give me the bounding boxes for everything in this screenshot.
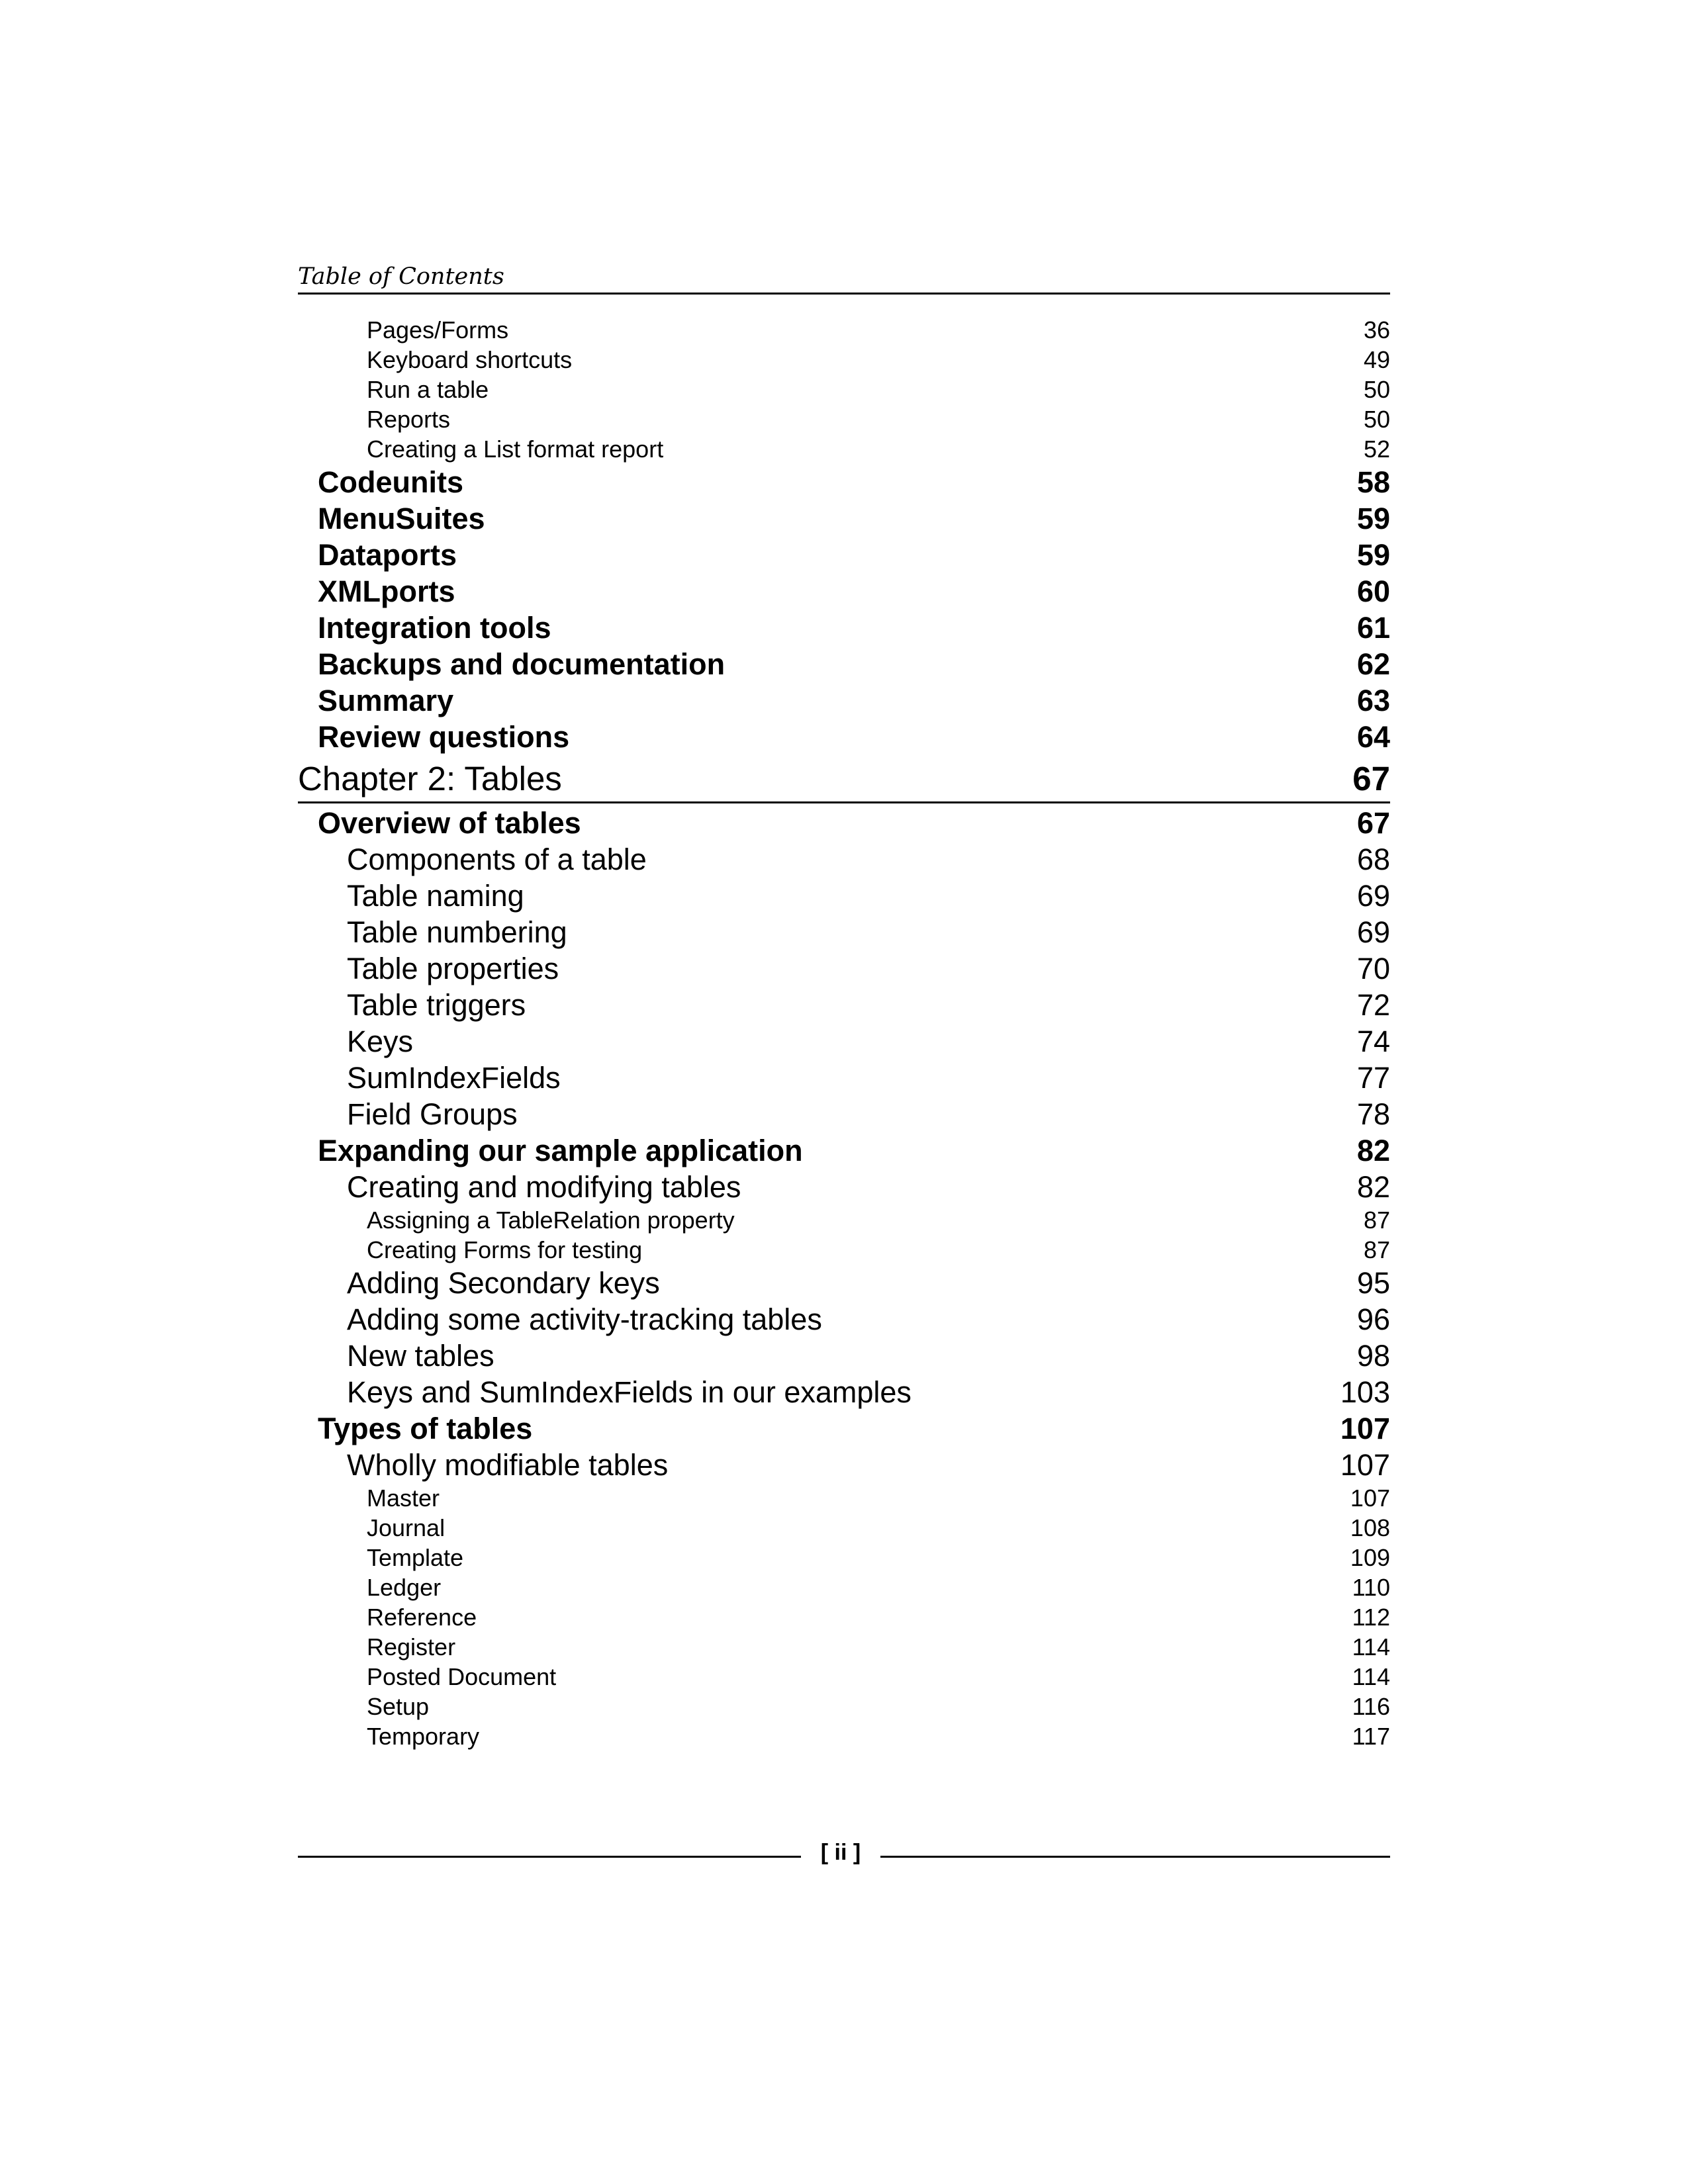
toc-entry-page: 107 [1350, 1484, 1390, 1512]
toc-entry[interactable] [298, 952, 1390, 988]
running-header [298, 263, 1390, 295]
toc-entry-title: Table properties [347, 952, 559, 985]
toc-entry[interactable] [298, 1448, 1390, 1484]
toc-entry[interactable] [298, 611, 1390, 647]
toc-entry-title: Run a table [367, 376, 489, 403]
toc-entry[interactable] [298, 346, 1390, 376]
toc-entry-page: 96 [1356, 1302, 1390, 1336]
toc-entry[interactable] [298, 720, 1390, 756]
toc-entry-page: 107 [1340, 1412, 1390, 1445]
toc-entry[interactable] [298, 1134, 1390, 1170]
toc-entry-title: Keys and SumIndexFields in our examples [347, 1375, 912, 1409]
toc-entry-title: New tables [347, 1339, 494, 1373]
toc-entry-title: Chapter 2: Tables [298, 760, 562, 797]
toc-entry-title: Overview of tables [318, 806, 581, 840]
table-of-contents [298, 316, 1390, 1752]
toc-entry[interactable] [298, 1097, 1390, 1134]
toc-entry[interactable] [298, 1061, 1390, 1097]
toc-entry-title: Pages/Forms [367, 316, 509, 343]
footer-rule-right [880, 1856, 1390, 1858]
chapter-entry[interactable] [298, 756, 1390, 803]
header-title: Table of Contents [298, 263, 504, 290]
toc-entry-title: Template [367, 1544, 464, 1571]
toc-entry-title: Keyboard shortcuts [367, 346, 573, 373]
toc-entry-page: 114 [1352, 1663, 1390, 1690]
toc-entry-title: Setup [367, 1693, 430, 1720]
toc-entry[interactable] [298, 1663, 1390, 1693]
toc-entry[interactable] [298, 574, 1390, 611]
toc-entry-title: Master [367, 1484, 440, 1512]
toc-entry-title: Field Groups [347, 1097, 518, 1131]
toc-entry-title: Creating Forms for testing [367, 1236, 643, 1263]
toc-entry[interactable] [298, 1170, 1390, 1206]
toc-entry[interactable] [298, 1484, 1390, 1514]
toc-entry[interactable] [298, 806, 1390, 842]
toc-entry[interactable] [298, 1723, 1390, 1752]
toc-entry-page: 87 [1363, 1236, 1390, 1263]
toc-entry-page: 74 [1356, 1024, 1390, 1058]
toc-entry-page: 77 [1356, 1061, 1390, 1095]
toc-entry-title: SumIndexFields [347, 1061, 561, 1095]
toc-entry-page: 59 [1356, 502, 1390, 535]
toc-entry-title: Codeunits [318, 465, 463, 499]
toc-entry-title: Wholly modifiable tables [347, 1448, 669, 1482]
toc-entry[interactable] [298, 316, 1390, 346]
toc-entry-page: 50 [1363, 406, 1390, 433]
toc-entry-title: Posted Document [367, 1663, 557, 1690]
toc-entry-title: Summary [318, 684, 454, 717]
toc-entry-page: 52 [1363, 435, 1390, 463]
toc-entry-page: 109 [1350, 1544, 1390, 1571]
toc-entry[interactable] [298, 1604, 1390, 1633]
toc-entry-title: Adding Secondary keys [347, 1266, 660, 1300]
toc-entry[interactable] [298, 1236, 1390, 1266]
toc-entry[interactable] [298, 502, 1390, 538]
toc-entry[interactable] [298, 1574, 1390, 1604]
toc-entry[interactable] [298, 647, 1390, 684]
toc-entry-page: 67 [1352, 760, 1390, 797]
page-number: [ ii ] [820, 1840, 861, 1865]
toc-entry-page: 64 [1356, 720, 1390, 754]
toc-entry[interactable] [298, 1693, 1390, 1723]
toc-entry-title: Ledger [367, 1574, 442, 1601]
toc-entry-page: 63 [1356, 684, 1390, 717]
toc-entry[interactable] [298, 842, 1390, 879]
toc-entry[interactable] [298, 1514, 1390, 1544]
toc-entry-page: 110 [1352, 1574, 1390, 1601]
toc-entry-page: 62 [1356, 647, 1390, 681]
toc-entry-page: 112 [1352, 1604, 1390, 1631]
toc-entry-title: Expanding our sample application [318, 1134, 803, 1167]
toc-entry-page: 117 [1352, 1723, 1390, 1750]
toc-entry-page: 108 [1350, 1514, 1390, 1541]
toc-entry[interactable] [298, 684, 1390, 720]
page-footer [298, 1840, 1390, 1873]
toc-entry-title: Creating and modifying tables [347, 1170, 741, 1204]
toc-entry[interactable] [298, 1375, 1390, 1412]
toc-entry-title: Types of tables [318, 1412, 533, 1445]
toc-entry-page: 61 [1356, 611, 1390, 645]
toc-entry-page: 70 [1356, 952, 1390, 985]
toc-entry-title: Components of a table [347, 842, 647, 876]
toc-entry-page: 78 [1356, 1097, 1390, 1131]
toc-entry-page: 82 [1356, 1170, 1390, 1204]
toc-entry-page: 49 [1363, 346, 1390, 373]
toc-entry-page: 114 [1352, 1633, 1390, 1661]
toc-entry[interactable] [298, 406, 1390, 435]
footer-rule-left [298, 1856, 801, 1858]
toc-entry[interactable] [298, 1412, 1390, 1448]
toc-entry-page: 69 [1356, 879, 1390, 913]
toc-entry[interactable] [298, 1339, 1390, 1375]
toc-entry-title: Review questions [318, 720, 570, 754]
toc-entry[interactable] [298, 1266, 1390, 1302]
toc-entry-page: 69 [1356, 915, 1390, 949]
toc-entry-title: Reference [367, 1604, 477, 1631]
toc-entry-page: 50 [1363, 376, 1390, 403]
toc-entry-page: 60 [1356, 574, 1390, 608]
toc-entry-page: 82 [1356, 1134, 1390, 1167]
toc-entry-title: Reports [367, 406, 451, 433]
toc-entry-title: Creating a List format report [367, 435, 664, 463]
toc-entry-title: XMLports [318, 574, 455, 608]
toc-entry[interactable] [298, 1544, 1390, 1574]
toc-entry-page: 98 [1356, 1339, 1390, 1373]
toc-entry-page: 67 [1356, 806, 1390, 840]
toc-entry-page: 87 [1363, 1206, 1390, 1234]
toc-entry[interactable] [298, 1024, 1390, 1061]
toc-entry[interactable] [298, 435, 1390, 465]
toc-entry-page: 36 [1363, 316, 1390, 343]
toc-entry[interactable] [298, 1633, 1390, 1663]
toc-entry-title: Keys [347, 1024, 414, 1058]
toc-entry[interactable] [298, 1206, 1390, 1236]
toc-entry-title: Assigning a TableRelation property [367, 1206, 735, 1234]
toc-entry-page: 107 [1340, 1448, 1390, 1482]
toc-entry-title: Journal [367, 1514, 445, 1541]
toc-entry[interactable] [298, 376, 1390, 406]
toc-entry-page: 95 [1356, 1266, 1390, 1300]
toc-entry-title: Backups and documentation [318, 647, 726, 681]
toc-entry[interactable] [298, 879, 1390, 915]
toc-entry-title: Register [367, 1633, 456, 1661]
toc-entry-page: 59 [1356, 538, 1390, 572]
toc-entry-title: Table triggers [347, 988, 526, 1022]
toc-entry-title: Integration tools [318, 611, 551, 645]
toc-entry[interactable] [298, 1302, 1390, 1339]
toc-entry[interactable] [298, 988, 1390, 1024]
toc-entry-page: 68 [1356, 842, 1390, 876]
toc-entry-title: Dataports [318, 538, 457, 572]
toc-entry-title: Table numbering [347, 915, 567, 949]
toc-entry-page: 58 [1356, 465, 1390, 499]
toc-entry-title: Adding some activity-tracking tables [347, 1302, 822, 1336]
toc-entry-page: 116 [1352, 1693, 1390, 1720]
toc-entry-title: Temporary [367, 1723, 480, 1750]
toc-entry[interactable] [298, 915, 1390, 952]
toc-entry-page: 72 [1356, 988, 1390, 1022]
toc-entry-title: Table naming [347, 879, 524, 913]
toc-entry-title: MenuSuites [318, 502, 485, 535]
toc-entry-page: 103 [1340, 1375, 1390, 1409]
toc-entry[interactable] [298, 538, 1390, 574]
toc-entry[interactable] [298, 465, 1390, 502]
